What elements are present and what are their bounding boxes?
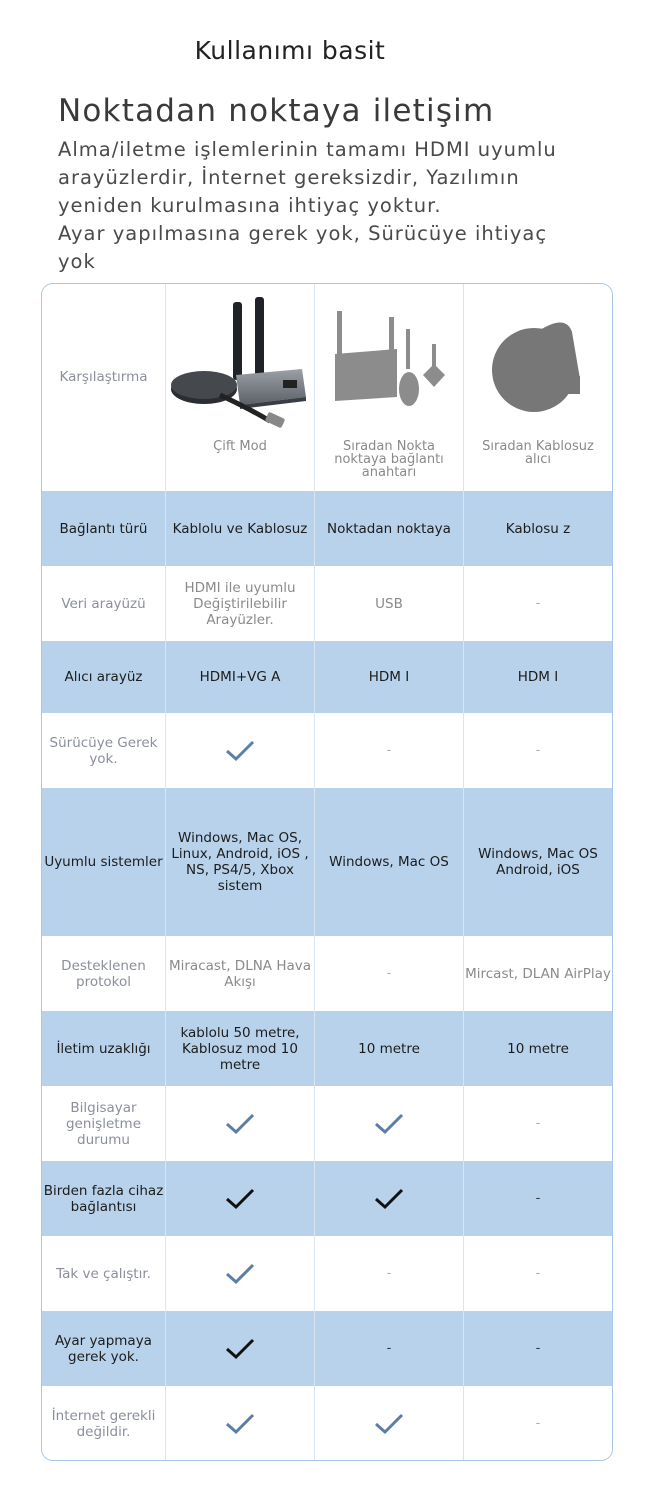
row-label: Ayar yapmaya gerek yok. bbox=[42, 1311, 166, 1386]
cell-dual-mode bbox=[166, 1161, 315, 1236]
cell-ordinary-switch bbox=[315, 1161, 464, 1236]
table-row bbox=[42, 1386, 612, 1461]
check-icon bbox=[224, 739, 256, 763]
header-product-wireless-dongle-label: Sıradan Kablosuz alıcı bbox=[482, 439, 594, 467]
header-product-dual-mode bbox=[166, 284, 315, 491]
table-row bbox=[42, 936, 612, 1011]
check-icon bbox=[224, 1412, 256, 1436]
comparison-table bbox=[41, 283, 613, 1461]
table-row bbox=[42, 641, 612, 713]
cell-wireless-receiver: - bbox=[535, 1265, 541, 1281]
cell-ordinary-switch: Windows, Mac OS bbox=[315, 788, 464, 936]
row-label: Birden fazla cihaz bağlantısı bbox=[42, 1161, 166, 1236]
check-icon bbox=[373, 1412, 405, 1436]
table-row bbox=[42, 788, 612, 936]
row-label: Bilgisayar genişletme durumu bbox=[42, 1086, 166, 1161]
cell-wireless-receiver: Windows, Mac OS Android, iOS bbox=[478, 846, 598, 878]
row-label: İnternet gerekli değildir. bbox=[42, 1386, 166, 1461]
dual-mode-transmitter-receiver-image bbox=[170, 294, 310, 434]
cell-ordinary-switch: HDM I bbox=[315, 641, 464, 713]
row-label: Alıcı arayüz bbox=[42, 641, 166, 713]
cell-ordinary-switch: - bbox=[315, 936, 464, 1011]
intro-paragraph-2: Ayar yapılmasına gerek yok, Sürücüye ihtiyaç yok bbox=[58, 222, 548, 273]
cell-ordinary-switch: - bbox=[315, 1236, 464, 1311]
check-icon bbox=[224, 1112, 256, 1136]
top-title: Kullanımı basit bbox=[194, 36, 386, 65]
cell-ordinary-switch bbox=[315, 1386, 464, 1461]
table-row bbox=[42, 1086, 612, 1161]
cell-wireless-receiver: Kablosu z bbox=[505, 520, 571, 537]
table-row bbox=[42, 1161, 612, 1236]
table-row bbox=[42, 1011, 612, 1086]
check-icon bbox=[373, 1112, 405, 1136]
table-row bbox=[42, 491, 612, 566]
page-heading: Noktadan noktaya iletişim bbox=[58, 93, 495, 129]
row-label: Bağlantı türü bbox=[42, 491, 166, 566]
cell-dual-mode bbox=[166, 1311, 315, 1386]
table-row bbox=[42, 1311, 612, 1386]
cell-wireless-receiver: - bbox=[535, 742, 541, 758]
header-label: Karşılaştırma bbox=[42, 284, 166, 491]
header-product-wireless-dongle bbox=[464, 284, 612, 491]
cell-wireless-receiver: 10 metre bbox=[507, 1040, 569, 1057]
ordinary-switch-image bbox=[329, 294, 449, 434]
cell-dual-mode: Windows, Mac OS, Linux, Android, iOS , NS, PS4/5, Xbox sistem bbox=[166, 788, 315, 936]
cell-wireless-receiver: - bbox=[535, 1190, 541, 1206]
cell-dual-mode: HDMI+VG A bbox=[166, 641, 315, 713]
table-row bbox=[42, 566, 612, 641]
cell-dual-mode bbox=[166, 1086, 315, 1161]
cell-dual-mode: Miracast, DLNA Hava Akışı bbox=[166, 936, 315, 1011]
row-label: Tak ve çalıştır. bbox=[42, 1236, 166, 1311]
row-label: Veri arayüzü bbox=[42, 566, 166, 641]
row-label: Uyumlu sistemler bbox=[42, 788, 166, 936]
cell-wireless-receiver: Mircast, DLAN AirPlay bbox=[465, 965, 611, 982]
cell-wireless-receiver: - bbox=[535, 1415, 541, 1431]
cell-ordinary-switch: - bbox=[315, 713, 464, 788]
intro-paragraph-1: Alma/iletme işlemlerinin tamamı HDMI uyumlu arayüzlerdir, İnternet gereksizdir, Yazılımın yeniden kurulmasına ihtiyaç yoktur. bbox=[58, 138, 557, 217]
table-row bbox=[42, 713, 612, 788]
header-product-ordinary-switch-label: Sıradan Nokta noktaya bağlantı anahtarı bbox=[334, 439, 444, 480]
row-label: İletim uzaklığı bbox=[42, 1011, 166, 1086]
check-icon bbox=[373, 1187, 405, 1211]
cell-wireless-receiver: - bbox=[535, 1115, 541, 1131]
wireless-dongle-image bbox=[488, 294, 588, 434]
cell-wireless-receiver: HDM I bbox=[517, 669, 559, 685]
check-icon bbox=[224, 1262, 256, 1286]
cell-dual-mode bbox=[166, 713, 315, 788]
cell-wireless-receiver: - bbox=[535, 1340, 541, 1356]
table-row bbox=[42, 1236, 612, 1311]
check-icon bbox=[224, 1187, 256, 1211]
cell-ordinary-switch bbox=[315, 1086, 464, 1161]
table-header-row bbox=[42, 284, 612, 491]
cell-ordinary-switch: 10 metre bbox=[315, 1011, 464, 1086]
cell-dual-mode bbox=[166, 1386, 315, 1461]
cell-ordinary-switch: USB bbox=[315, 566, 464, 641]
cell-ordinary-switch: - bbox=[315, 1311, 464, 1386]
cell-dual-mode: Kablolu ve Kablosuz bbox=[166, 491, 315, 566]
cell-dual-mode bbox=[166, 1236, 315, 1311]
header-product-ordinary-switch bbox=[315, 284, 464, 491]
intro-text bbox=[58, 136, 568, 276]
cell-wireless-receiver: - bbox=[535, 595, 541, 611]
check-icon bbox=[224, 1337, 256, 1361]
row-label: Desteklenen protokol bbox=[42, 936, 166, 1011]
cell-ordinary-switch: Noktadan noktaya bbox=[315, 491, 464, 566]
header-product-dual-mode-label: Çift Mod bbox=[213, 439, 267, 454]
row-label: Sürücüye Gerek yok. bbox=[42, 713, 166, 788]
cell-dual-mode: HDMI ile uyumlu Değiştirilebilir Arayüzler. bbox=[166, 566, 315, 641]
cell-dual-mode: kablolu 50 metre, Kablosuz mod 10 metre bbox=[166, 1011, 315, 1086]
